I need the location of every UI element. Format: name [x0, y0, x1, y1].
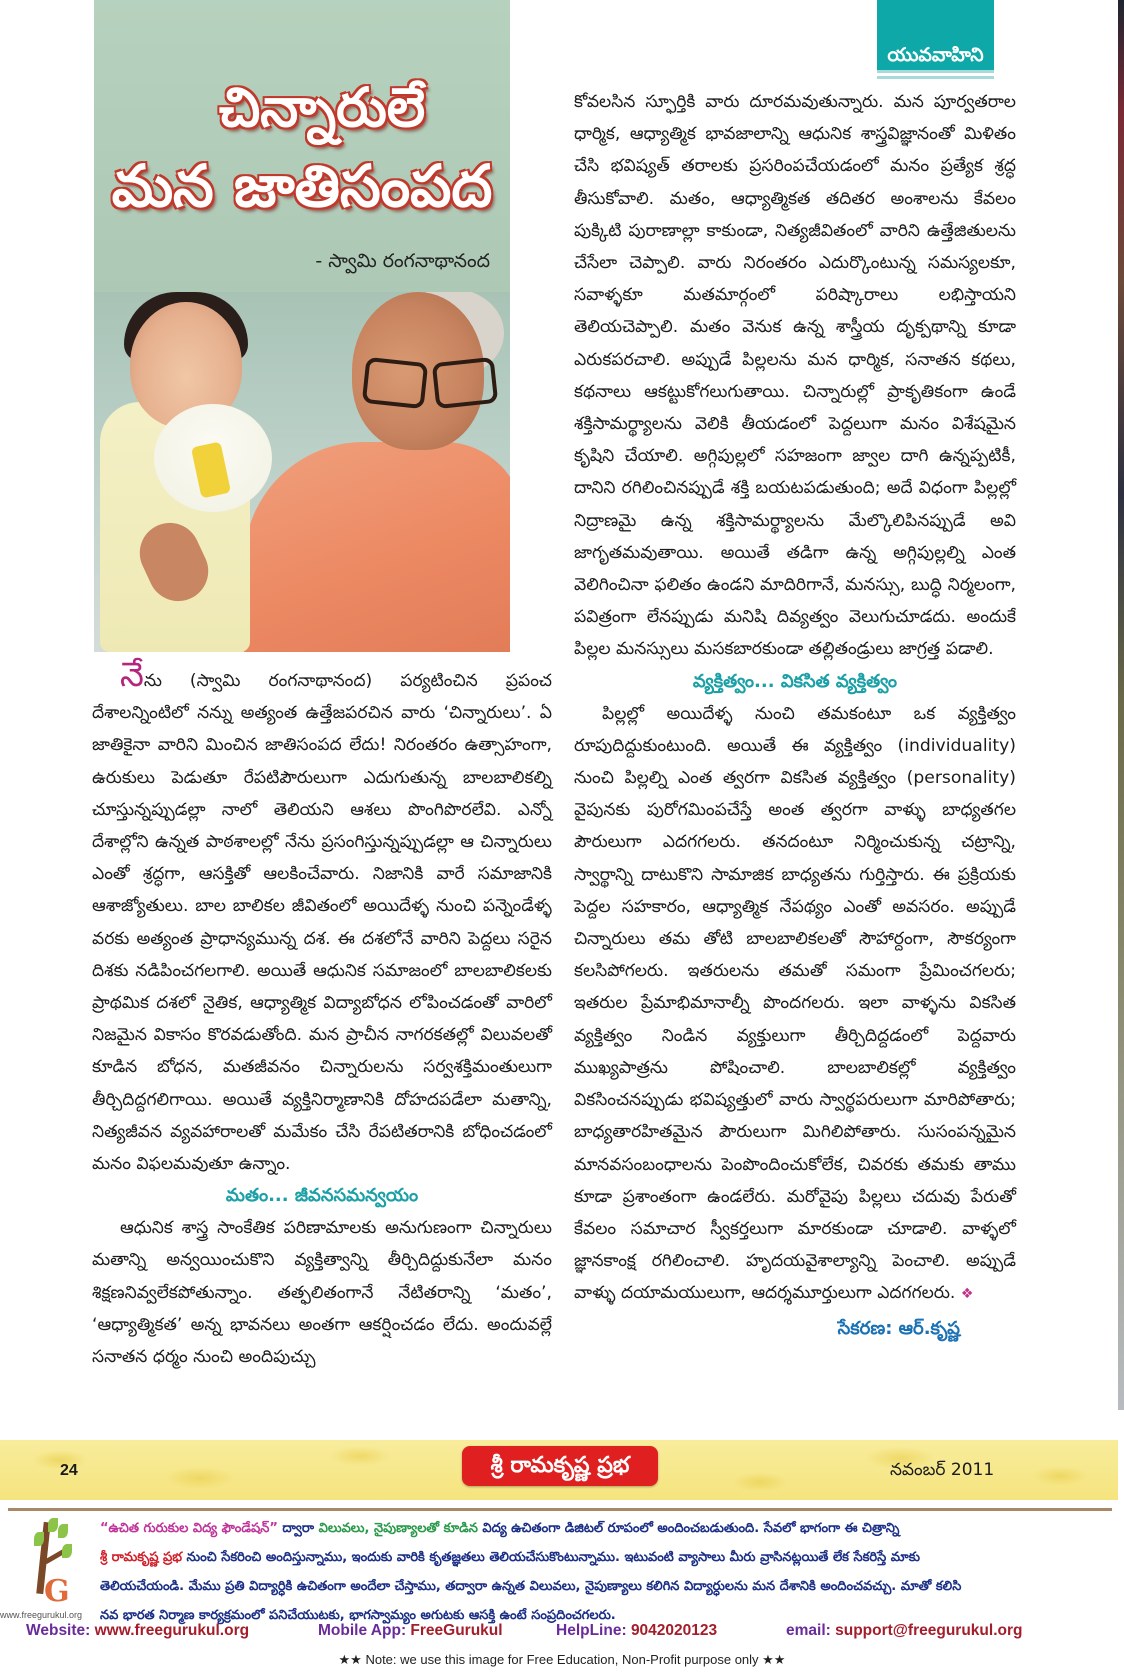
freegurukul-notice [100, 1514, 1100, 1630]
drop-cap: నే [120, 655, 144, 695]
page-footer [0, 1440, 1118, 1500]
article-paragraph [574, 698, 1016, 1311]
article-photo [94, 292, 510, 652]
usage-note: ★★ Note: we use this image for Free Education, Non-Profit purpose only ★★ [338, 1652, 786, 1667]
notice-line-4: నవ భారత నిర్మాణ కార్యక్రమంలో పనిచేయుటకు, భాగస్వామ్యం అగుటకు ఆసక్తి ఉంటే సంప్రదించగలరు. [100, 1608, 616, 1623]
end-mark-icon: ❖ [960, 1286, 974, 1303]
section-tag-stripes [877, 70, 994, 82]
contact-mobile-app[interactable]: Mobile App: FreeGurukul [318, 1622, 503, 1639]
subheading: వ్యక్తిత్వం... వికసిత వ్యక్తిత్వం [692, 670, 898, 692]
freegurukul-logo-url: www.freegurukul.org [0, 1610, 83, 1620]
article-paragraph [92, 655, 552, 1180]
photo-glasses [364, 360, 506, 410]
freegurukul-logo-icon: G [10, 1516, 70, 1626]
article-hero [94, 0, 510, 652]
footer-divider [8, 1508, 1112, 1511]
adjacent-page-edge [1118, 0, 1124, 1410]
contact-email[interactable]: email: support@freegurukul.org [786, 1622, 1023, 1639]
article-byline: - స్వామి రంగనాథానంద [315, 250, 490, 272]
paragraph-text: పిల్లల్లో అయిదేళ్ళ నుంచి తమకంటూ ఒక వ్యక్తిత్వం రూపుదిద్దుకుంటుంది. అయితే ఈ వ్యక్తిత్వం (individuality) నుంచి పిల్లల్ని ఎంత త్వరగా వికసిత వ్యక్తిత్వం (personality) వైపునకు పురోగమింపచేస్తే అంత త్వరగా వాళ్ళు బాధ్యతగల పౌరులుగా ఎదగగలరు. తనదంటూ నిర్మించుకున్న చట్రాన్ని, స్వార్థాన్ని దాటుకొని సామాజిక బాధ్యతను గుర్తిస్తారు. ఈ ప్రక్రియకు పెద్దల సహకారం, ఆధ్యాత్మిక నేపథ్యం ఎంతో అవసరం. అప్పుడే చిన్నారులు తమ తోటి బాలబాలికలతో సౌహార్దంగా, సౌకర్యంగా కలసిపోగలరు. ఇతరులను తమతో సమంగా ప్రేమించగలరు; ఇతరుల ప్రేమాభిమానాల్నీ పొందగలరు. ఇలా వాళ్ళను వికసిత వ్యక్తిత్వం నిండిన వ్యక్తులుగా తీర్చిదిద్దడంలో పెద్దవారు ముఖ్యపాత్రను పోషించాలి. బాలబాలికల్లో వ్యక్తిత్వం వికసించనప్పుడు భవిష్యత్తులో వారు స్వార్థపరులుగా మారిపోతారు; బాధ్యతారహితమైన పౌరులుగా మిగిలిపోతారు. సుసంపన్నమైన మానవసంబంధాలను పెంపొందించుకోలేక, చివరకు తమకు తాము కూడా ప్రశాంతంగా ఉండలేరు. మరోవైపు పిల్లలు చదువు పేరుతో కేవలం సమాచార స్వీకర్తలుగా మారకుండా చూడాలి. వాళ్ళలో జ్ఞానకాంక్ష రగిలించాలి. హృదయవైశాల్యాన్ని పెంచాలి. అప్పుడే వాళ్ళు దయామయులుగా, ఆదర్శమూర్తులుగా ఎదగగలరు. [574, 703, 1016, 1304]
photo-swami-robe [244, 442, 510, 652]
article-column-left [92, 655, 552, 1373]
notice-line-1: “ఉచిత గురుకుల విద్య ఫౌండేషన్” ద్వారా విలువలు, నైపుణ్యాలతో కూడిన విద్య ఉచితంగా డిజిటల్ రూపంలో అందించబడుతుంది. సేవలో భాగంగా ఈ చిత్రాన్ని [100, 1521, 900, 1536]
notice-line-2: శ్రీ రామకృష్ణ ప్రభ నుంచి సేకరించి అందిస్తున్నాము, ఇందుకు వారికి కృతజ్ఞతలు తెలియచేసుకొంటున్నాము. ఇటువంటి వ్యాసాలు మీరు వ్రాసినట్లయితే లేక సేకరిస్తే మాకు [100, 1550, 921, 1565]
contact-helpline[interactable]: HelpLine: 9042020123 [556, 1622, 718, 1639]
notice-line-3: తెలియచేయండి. మేము ప్రతి విద్యార్ధికి ఉచితంగా అందేలా చేస్తాము, తద్వారా ఉన్నత విలువలు, నైపుణ్యాలు కలిగిన విద్యార్ధులను మన దేశానికి అందించవచ్చు. మాతో కలిసి [100, 1579, 962, 1594]
contact-website[interactable]: Website: www.freegurukul.org [26, 1622, 250, 1639]
article-title-line-2: మన జాతిసంపద [111, 152, 493, 220]
subheading: మతం... జీవనసమన్వయం [225, 1185, 419, 1207]
article-credit: సేకరణ: ఆర్.కృష్ణ [837, 1317, 960, 1339]
article-column-right [574, 86, 1016, 1345]
paragraph-text: ను (స్వామి రంగనాథానంద) పర్యటించిన ప్రపంచ దేశాలన్నింటిలో నన్ను అత్యంత ఉత్తేజపరచిన వారు ‘చిన్నారులు’. ఏ జాతికైనా వారిని మించిన జాతిసంపద లేదు! నిరంతరం ఉత్సాహంగా, ఉరుకులు పెడుతూ రేపటిపౌరులుగా ఎదుగుతున్న బాలబాలికల్ని చూస్తున్నప్పుడల్లా నాలో తెలియని ఆశలు పొంగిపొరలేవి. ఎన్నో దేశాల్లోని ఉన్నత పాఠశాలల్లో నేను ప్రసంగిస్తున్నప్పుడల్లా ఆ చిన్నారులు ఎంతో శ్రద్ధగా, ఆసక్తితో ఆలకించేవారు. నిజానికి వారే సమాజానికి ఆశాజ్యోతులు. బాల బాలికల జీవితంలో అయిదేళ్ళ నుంచి పన్నెండేళ్ళ వరకు అత్యంత ప్రాధాన్యమున్న దశ. ఈ దశలోనే వారిని పెద్దలు సరైన దిశకు నడిపించగలగాలి. అయితే ఆధునిక సమాజంలో బాలబాలికలకు ప్రాథమిక దశలో నైతిక, ఆధ్యాత్మిక విద్యాబోధన లోపించడంతో వారిలో నిజమైన వికాసం కొరవడుతోంది. మన ప్రాచీన నాగరకతల్లో విలువలతో కూడిన బోధన, మతజీవనం చిన్నారులను సర్వశక్తిమంతులుగా తీర్చిదిద్దగలిగాయి. అయితే వ్యక్తినిర్మాణానికి దోహదపడేలా మతాన్ని, నిత్యజీవన వ్యవహారాలతో మమేకం చేసి రేపటితరానికి బోధించడంలో మనం విఫలమవుతూ ఉన్నాం. [92, 671, 552, 1175]
article-title-line-1: చిన్నారులే [218, 76, 426, 139]
page-number: 24 [60, 1462, 78, 1479]
issue-date: నవంబర్ 2011 [890, 1460, 995, 1480]
magazine-name-badge: శ్రీ రామకృష్ణ ప్రభ [462, 1446, 658, 1486]
section-tag-label: యువవాహిని [887, 44, 984, 66]
contact-row [0, 1622, 1124, 1644]
article-paragraph: ఆధునిక శాస్త్ర సాంకేతిక పరిణామాలకు అనుగుణంగా చిన్నారులు మతాన్ని అన్వయించుకొని వ్యక్తిత్వాన్ని తీర్చిదిద్దుకునేలా మనం శిక్షణనివ్వలేకపోతున్నాం. తత్ఫలితంగానే నేటితరాన్ని ‘మతం’, ‘ఆధ్యాత్మికత’ అన్న భావనలు అంతగా ఆకర్షించడం లేదు. అందువల్లే సనాతన ధర్మం నుంచి అందిపుచ్చు [92, 1218, 552, 1368]
article-paragraph: కోవలసిన స్ఫూర్తికి వారు దూరమవుతున్నారు. మన పూర్వతరాల ధార్మిక, ఆధ్యాత్మిక భావజాలాన్ని ఆధునిక శాస్త్రవిజ్ఞానంతో మిళితం చేసి భవిష్యత్ తరాలకు ప్రసరింపచేయడంలో మనం ప్రత్యేక శ్రద్ధ తీసుకోవాలి. మతం, ఆధ్యాత్మికత తదితర అంశాలను కేవలం పుక్కిటి పురాణాల్లా కాకుండా, నిత్యజీవితంలో వారిని ఉత్తేజితులను చేసేలా చెప్పాలి. వారు నిరంతరం ఎదుర్కొంటున్న సమస్యలకూ, సవాళ్ళకూ మతమార్గంలో పరిష్కారాలు లభిస్తాయని తెలియచెప్పాలి. మతం వెనుక ఉన్న శాస్త్రీయ దృక్పథాన్ని కూడా ఎరుకపరచాలి. అప్పుడే పిల్లలను మన ధార్మిక, సనాతన కథలు, కథనాలు ఆకట్టుకోగలుగుతాయి. చిన్నారుల్లో ప్రాకృతికంగా ఉండే శక్తిసామర్థ్యాలను వెలికి తీయడంలో పెద్దలుగా మనం విశేషమైన కృషిని చేయాలి. అగ్గిపుల్లలో సహజంగా జ్వాల దాగి ఉన్నప్పటికీ, దానిని రగిలించినప్పుడే శక్తి బయటపడుతుంది; అదే విధంగా పిల్లల్లో నిద్రాణమై ఉన్న శక్తిసామర్థ్యాలను మేల్కొలిపినప్పుడే అవి జాగృతమవుతాయి. అయితే తడిగా ఉన్న అగ్గిపుల్లల్ని ఎంత వెలిగించినా ఫలితం ఉండని మాదిరిగానే, మనస్సు, బుద్ధి నిర్మలంగా, పవిత్రంగా లేనప్పుడు మనిషి దివ్యత్వం వెలుగుచూడదు. అందుకే పిల్లల మనస్సులు మసకబారకుండా తల్లితండ్రులు జాగ్రత్త పడాలి. [574, 92, 1016, 660]
